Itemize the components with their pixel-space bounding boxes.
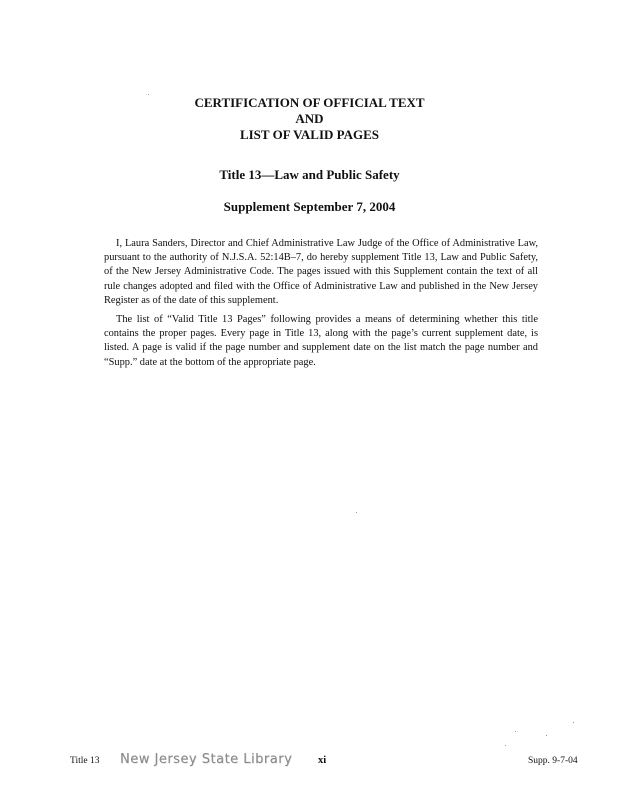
scan-speck [573, 722, 574, 723]
library-stamp: New Jersey State Library [120, 752, 293, 767]
footer-supplement-date: Supp. 9-7-04 [528, 756, 578, 766]
title-heading: Title 13—Law and Public Safety [219, 167, 400, 182]
scan-speck [148, 94, 149, 95]
page-number: xi [318, 755, 327, 766]
heading-line-1: CERTIFICATION OF OFFICIAL TEXT [194, 95, 425, 110]
scan-speck [356, 512, 357, 513]
certification-heading [0, 95, 619, 143]
certification-paragraph: I, Laura Sanders, Director and Chief Administrative Law Judge of the Office of Administrative Law, pursuant to the authority of N.J.S.A. 52:14B–7, do hereby supplement Title 13, Law and Public Safety, of the New Jersey Administrative Code. The pages issued with this Supplement contain the text of all rule changes adopted and filed with the Office of Administrative Law and published in the New Jersey Register as of the date of this supplement. [104, 238, 538, 306]
supplement-heading: Supplement September 7, 2004 [223, 199, 396, 214]
valid-pages-paragraph: The list of “Valid Title 13 Pages” following provides a means of determining whether this title contains the proper pages. Every page in Title 13, along with the page’s current supplement date, is listed. A page is valid if the page number and supplement date on the list match the page number and “Supp.” date at the bottom of the appropriate page. [104, 314, 538, 368]
scan-speck [515, 731, 516, 732]
footer-title: Title 13 [70, 756, 100, 766]
scan-speck [505, 745, 506, 746]
heading-line-2: AND [295, 111, 324, 126]
page-footer [0, 752, 619, 772]
heading-line-3: LIST OF VALID PAGES [239, 127, 380, 142]
scan-speck [546, 735, 547, 736]
